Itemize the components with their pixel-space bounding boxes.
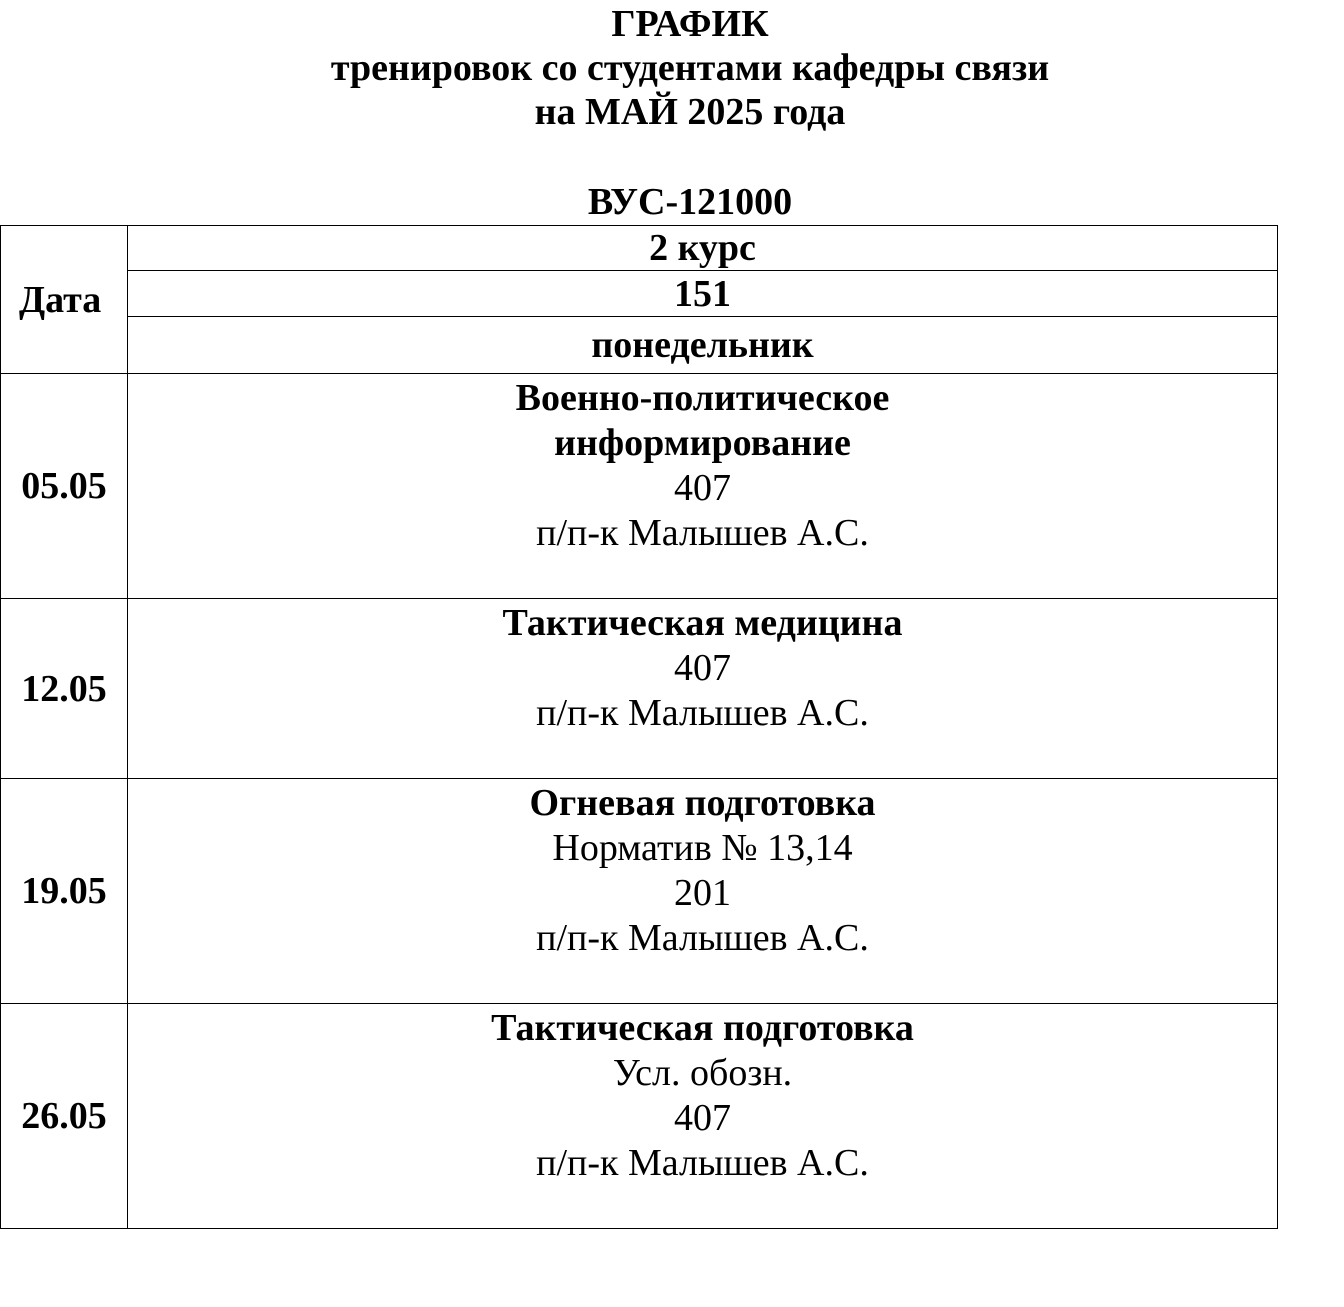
row-date: 19.05 bbox=[1, 779, 128, 1004]
header-row-weekday bbox=[1, 317, 1278, 374]
lesson-instructor: п/п-к Малышев А.С. bbox=[536, 512, 869, 554]
lesson-room: 407 bbox=[674, 647, 731, 689]
lesson-cell bbox=[128, 779, 1278, 1004]
vus-code: ВУС-121000 bbox=[587, 181, 793, 223]
document-subtitle-line1: тренировок со студентами кафедры связи bbox=[330, 47, 1050, 89]
table-row bbox=[1, 374, 1278, 599]
table-row bbox=[1, 779, 1278, 1004]
schedule-table bbox=[0, 225, 1278, 1229]
lesson-room: 201 bbox=[674, 872, 731, 914]
lesson-subject: Военно-политическое bbox=[515, 377, 890, 419]
lesson-subject: Тактическая подготовка bbox=[491, 1007, 914, 1049]
group-header: 151 bbox=[128, 271, 1278, 317]
header-row-group bbox=[1, 271, 1278, 317]
header-row-course bbox=[1, 226, 1278, 271]
lesson-instructor: п/п-к Малышев А.С. bbox=[536, 692, 869, 734]
date-column-header: Дата bbox=[1, 226, 128, 374]
lesson-subject: Огневая подготовка bbox=[529, 782, 876, 824]
table-row bbox=[1, 1004, 1278, 1229]
weekday-header: понедельник bbox=[128, 317, 1278, 374]
lesson-subject-continued: информирование bbox=[554, 422, 851, 464]
document-title: ГРАФИК bbox=[611, 3, 769, 45]
document-title-block bbox=[0, 0, 1344, 134]
lesson-note: Усл. обозн. bbox=[612, 1052, 793, 1094]
lesson-cell bbox=[128, 599, 1278, 779]
lesson-instructor: п/п-к Малышев А.С. bbox=[536, 917, 869, 959]
lesson-instructor: п/п-к Малышев А.С. bbox=[536, 1142, 869, 1184]
lesson-note: Норматив № 13,14 bbox=[552, 827, 853, 869]
lesson-subject: Тактическая медицина bbox=[502, 602, 903, 644]
course-header: 2 курс bbox=[128, 226, 1278, 271]
row-date: 05.05 bbox=[1, 374, 128, 599]
row-date: 12.05 bbox=[1, 599, 128, 779]
lesson-cell bbox=[128, 374, 1278, 599]
row-date: 26.05 bbox=[1, 1004, 128, 1229]
document-subtitle-line2: на МАЙ 2025 года bbox=[534, 91, 846, 133]
lesson-room: 407 bbox=[674, 467, 731, 509]
lesson-cell bbox=[128, 1004, 1278, 1229]
table-row bbox=[1, 599, 1278, 779]
lesson-room: 407 bbox=[674, 1097, 731, 1139]
